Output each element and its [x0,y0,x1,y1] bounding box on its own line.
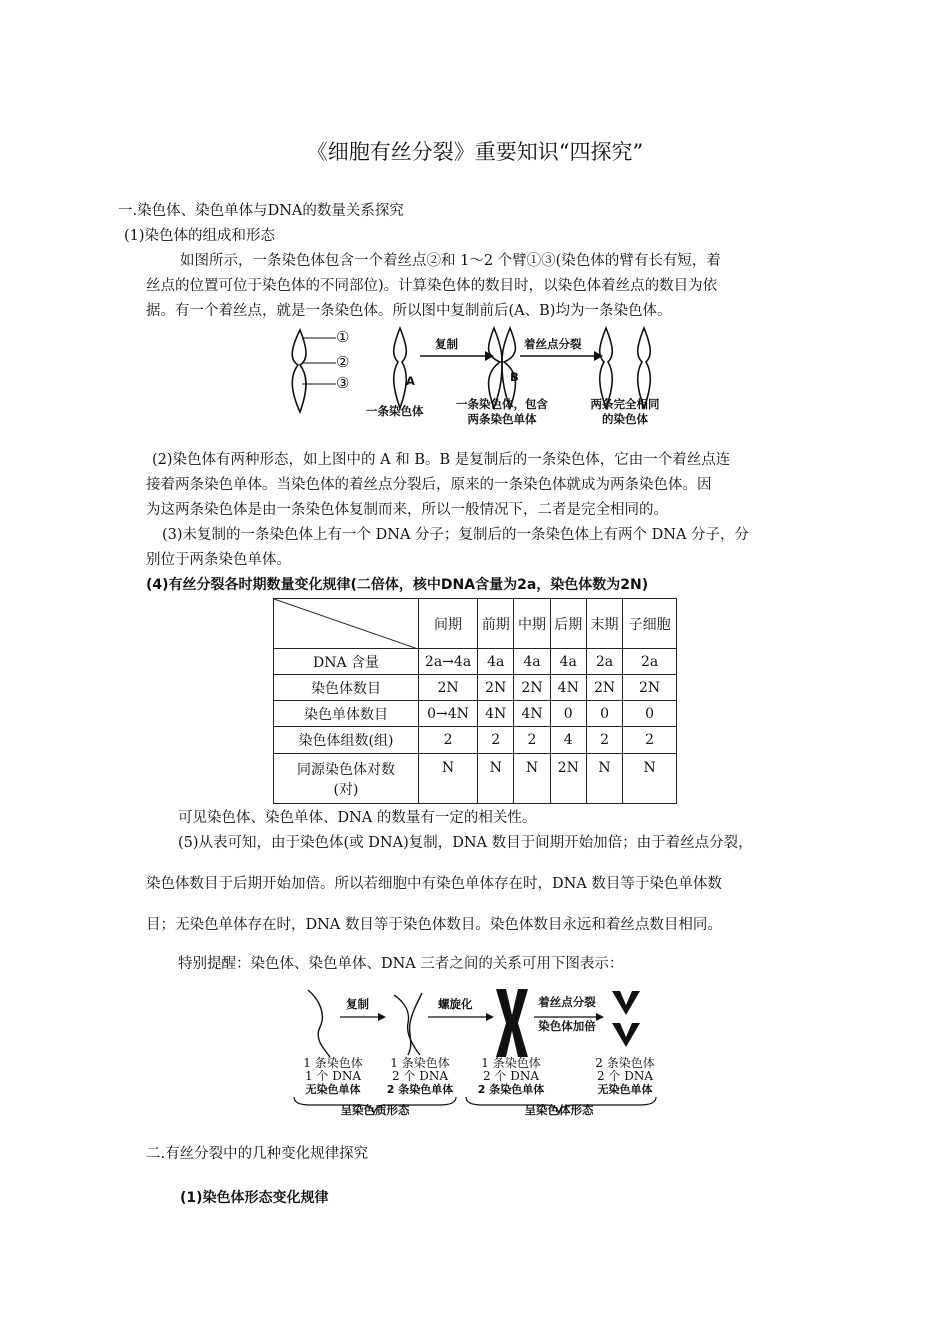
page-title: 《细胞有丝分裂》重要知识“四探究” [306,140,644,164]
table-cell: 2N [550,754,586,804]
fig2-caption-4 [582,1057,668,1096]
centromere-marker-2: ② [336,353,350,371]
table-cell: 4 [550,727,586,754]
caption-line: 1 条染色体 [303,1056,363,1070]
table-cell: N [623,754,677,804]
table-row [274,701,677,727]
table-cell: 2N [419,675,478,701]
table-header: 中期 [514,599,550,649]
table-cell: 2 [514,727,550,754]
fig2-supercoil-label: 螺旋化 [438,997,473,1011]
fig2-caption-2 [378,1057,462,1096]
caption-two-line1: 两条完全相同 [590,397,660,411]
table-row [274,675,677,701]
table-cell: 4a [478,649,514,675]
caption-line: 2 个 DNA [391,1069,449,1083]
para3-line1: (3)未复制的一条染色体上有一个 DNA 分子；复制后的一条染色体上有两个 DNA 分子，分 [162,527,750,543]
para5: 可见染色体、染色单体、DNA 的数量有一定的相关性。 [178,810,537,826]
para1-line3: 据。有一个着丝点，就是一条染色体。所以图中复制前后(A、B)均为一条染色体。 [146,303,672,319]
table-cell: 2 [478,727,514,754]
caption-line: 2 条染色体 [595,1056,655,1070]
chromatin-chromosome-figure [290,985,690,1120]
row-label-line2: (对) [333,781,359,798]
table-cell: 0 [623,701,677,727]
label-a: A [406,374,415,388]
table-cell: 4a [514,649,550,675]
mitosis-count-table [273,598,677,804]
caption-line: 无染色单体 [597,1083,653,1096]
caption-line: 1 条染色体 [481,1056,541,1070]
caption-line: 无染色单体 [305,1083,361,1096]
para4-table-intro: (4)有丝分裂各时期数量变化规律(二倍体，核中DNA含量为2a，染色体数为2N) [146,577,649,593]
row-label [274,754,419,804]
table-cell: 4N [514,701,550,727]
table-cell: 4a [550,649,586,675]
row-label: DNA 含量 [274,649,419,675]
table-corner-cell [274,599,419,649]
section1-heading: 一.染色体、染色单体与DNA的数量关系探究 [118,203,404,219]
arm-marker-3: ③ [336,374,350,392]
fig2-split-label-top: 着丝点分裂 [538,995,596,1009]
section2-sub1: (1)染色体形态变化规律 [180,1190,329,1206]
table-cell: 0 [550,701,586,727]
row-label-line1: 同源染色体对数 [297,761,395,778]
table-cell: 2N [478,675,514,701]
table-cell: 2 [419,727,478,754]
caption-line: 2 条染色单体 [386,1083,454,1096]
brace-label-chromatin: 呈染色质形态 [340,1103,410,1117]
table-header: 末期 [586,599,622,649]
section2-heading: 二.有丝分裂中的几种变化规律探究 [146,1146,369,1162]
table-header: 间期 [419,599,478,649]
para1-line2: 丝点的位置可位于染色体的不同部位)。计算染色体的数目时，以染色体着丝点的数目为依 [146,278,718,294]
table-cell: 2 [623,727,677,754]
table-cell: 0→4N [419,701,478,727]
label-b: B [510,370,519,384]
table-header: 后期 [550,599,586,649]
table-cell: 4N [550,675,586,701]
table-header: 子细胞 [623,599,677,649]
caption-replicated-chromosome [452,397,552,427]
row-label: 染色单体数目 [274,701,419,727]
table-cell: 2N [623,675,677,701]
caption-line: 2 个 DNA [596,1069,654,1083]
table-cell: 2N [514,675,550,701]
para2-line2: 接着两条染色单体。当染色体的着丝点分裂后，原来的一条染色体就成为两条染色体。因 [146,477,712,493]
para6-line2: 染色体数目于后期开始加倍。所以若细胞中有染色单体存在时，DNA 数目等于染色单体数 [146,876,722,892]
caption-line: 2 个 DNA [482,1069,540,1083]
table-cell: 2a [586,649,622,675]
table-cell: N [419,754,478,804]
caption-one-chromosome: 一条染色体 [366,404,424,418]
table-cell: N [514,754,550,804]
para1-line1: 如图所示，一条染色体包含一个着丝点②和 1～2 个臂①③(染色体的臂有长有短，着 [180,253,721,269]
table-cell: 0 [586,701,622,727]
table-header: 前期 [478,599,514,649]
centromere-split-arrow-label: 着丝点分裂 [524,337,582,351]
para2-line1: (2)染色体有两种形态，如上图中的 A 和 B。B 是复制后的一条染色体，它由一个着丝点连 [152,452,731,468]
para7-reminder: 特别提醒：染色体、染色单体、DNA 三者之间的关系可用下图表示： [178,956,624,972]
fig2-replication-label: 复制 [346,997,369,1011]
table-row [274,727,677,754]
fig2-split-label-bottom: 染色体加倍 [538,1019,596,1033]
section1-sub1: (1)染色体的组成和形态 [124,228,276,244]
caption-line: 2 条染色单体 [477,1083,545,1096]
arm-marker-1: ① [336,328,350,346]
caption-line: 1 条染色体 [390,1056,450,1070]
table-header-row [274,599,677,649]
brace-label-chromosome: 呈染色体形态 [524,1103,594,1117]
diagonal-line [274,599,418,649]
para6-line3: 目；无染色单体存在时，DNA 数目等于染色体数目。染色体数目永远和着丝点数目相同。 [146,917,722,933]
caption-replicated-line2: 两条染色单体 [467,412,537,426]
table-cell: N [478,754,514,804]
row-label: 染色体数目 [274,675,419,701]
chromosome-figure [280,320,680,430]
caption-replicated-line1: 一条染色体，包含 [456,397,548,411]
caption-line: 1 个 DNA [304,1069,362,1083]
table-cell: 2 [586,727,622,754]
para2-line3: 为这两条染色体是由一条染色体复制而来，所以一般情况下，二者是完全相同的。 [146,502,668,518]
para6-line1: (5)从表可知，由于染色体(或 DNA)复制，DNA 数目于间期开始加倍；由于着丝点分裂， [178,835,753,851]
table-cell: 2N [586,675,622,701]
row-label: 染色体组数(组) [274,727,419,754]
caption-two-chromosomes [580,397,670,427]
fig2-caption-3 [468,1057,554,1096]
table-cell: 2a [623,649,677,675]
fig2-caption-1 [290,1057,376,1096]
caption-two-line2: 的染色体 [602,412,648,426]
table-cell: 2a→4a [419,649,478,675]
replication-arrow-label: 复制 [435,337,458,351]
table-row [274,754,677,804]
table-cell: 4N [478,701,514,727]
table-row [274,649,677,675]
table-cell: N [586,754,622,804]
para3-line2: 别位于两条染色单体。 [146,552,291,568]
